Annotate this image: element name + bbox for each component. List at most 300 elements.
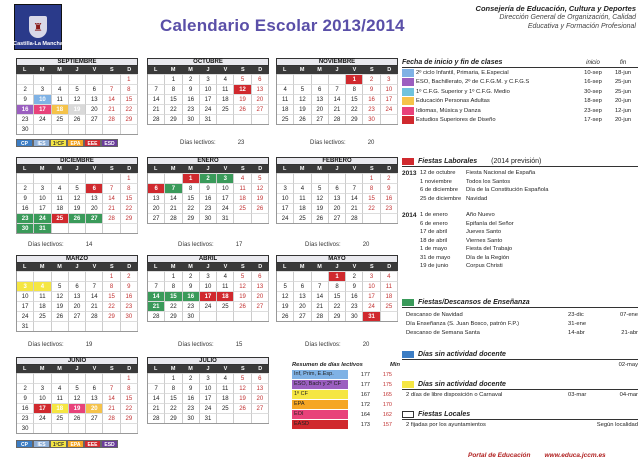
weekday-label: M <box>57 264 62 270</box>
day-cell: 15 <box>363 193 380 203</box>
inicio-swatch <box>402 97 414 105</box>
footer-url[interactable]: www.educa.jccm.es <box>544 452 606 459</box>
day-cell: 30 <box>363 114 380 124</box>
day-cell: 30 <box>346 311 363 321</box>
day-cell: 8 <box>329 281 346 291</box>
descanso-from: 23-dic <box>568 311 584 318</box>
weekday-label: S <box>110 166 114 172</box>
inicio-row <box>402 97 638 107</box>
weekday-label: M <box>317 67 322 73</box>
day-cell: 27 <box>252 301 269 311</box>
fiesta-date: 25 de diciembre <box>420 195 462 202</box>
resumen-section <box>292 362 400 430</box>
fiestas-subtitle: (2014 previsión) <box>491 158 542 165</box>
day-cell: 19 <box>234 94 251 104</box>
inicio-date: 18-sep <box>584 98 602 105</box>
day-cell: 22 <box>103 301 120 311</box>
day-cell <box>103 321 120 331</box>
descanso-row <box>402 328 638 337</box>
col-inicio: inicio <box>586 59 600 66</box>
day-cell: 5 <box>312 183 329 193</box>
day-grid <box>16 173 138 234</box>
day-cell: 5 <box>234 74 251 84</box>
day-cell <box>34 271 51 281</box>
day-cell <box>103 74 120 84</box>
day-cell: 2 <box>381 173 398 183</box>
weekday-header <box>16 263 138 271</box>
day-cell: 26 <box>234 301 251 311</box>
weekday-label: M <box>39 264 45 270</box>
day-cell <box>252 311 269 321</box>
day-cell: 28 <box>148 114 165 124</box>
day-cell: 6 <box>294 281 311 291</box>
weekday-label: L <box>283 166 287 172</box>
day-cell: 19 <box>277 301 294 311</box>
legend-chip: EPA <box>67 440 84 448</box>
day-cell: 16 <box>183 393 200 403</box>
fiestas-color <box>402 158 414 165</box>
day-cell: 9 <box>183 383 200 393</box>
day-cell: 29 <box>121 213 138 223</box>
day-cell: 3 <box>200 271 217 281</box>
day-grid <box>147 373 269 424</box>
sin2-from: 03-mar <box>568 391 587 398</box>
day-cell: 6 <box>86 383 103 393</box>
day-cell: 11 <box>217 84 234 94</box>
day-cell: 31 <box>17 321 34 331</box>
day-cell: 11 <box>217 383 234 393</box>
resumen-min: 175 <box>382 381 392 388</box>
day-cell: 27 <box>252 104 269 114</box>
weekday-label: J <box>206 264 210 270</box>
day-cell: 20 <box>86 104 103 114</box>
day-cell <box>17 74 34 84</box>
day-cell: 9 <box>381 183 398 193</box>
day-cell: 10 <box>34 393 51 403</box>
day-cell: 4 <box>217 74 234 84</box>
day-cell: 17 <box>34 403 51 413</box>
day-cell: 5 <box>234 271 251 281</box>
day-cell: 7 <box>148 281 165 291</box>
fiesta-date: 17 de abril <box>420 229 448 236</box>
day-cell: 7 <box>103 383 120 393</box>
day-cell: 22 <box>183 203 200 213</box>
resumen-value: 173 <box>360 421 370 428</box>
day-cell: 13 <box>252 84 269 94</box>
sin1-title: Días sin actividad docente <box>418 351 506 358</box>
day-cell: 29 <box>183 213 200 223</box>
weekday-label: L <box>154 67 158 73</box>
weekday-label: M <box>299 67 305 73</box>
day-cell: 2 <box>183 373 200 383</box>
day-cell: 20 <box>252 291 269 301</box>
day-cell: 14 <box>148 393 165 403</box>
day-cell: 7 <box>86 281 103 291</box>
day-cell: 16 <box>121 291 138 301</box>
day-cell: 19 <box>69 403 86 413</box>
resumen-min: 157 <box>382 421 392 428</box>
day-cell: 15 <box>121 94 138 104</box>
day-cell <box>121 321 138 331</box>
day-cell: 2 <box>200 173 217 183</box>
day-cell: 13 <box>252 383 269 393</box>
day-cell <box>86 321 103 331</box>
day-cell: 1 <box>363 173 380 183</box>
descanso-row <box>402 310 638 319</box>
day-cell: 22 <box>363 203 380 213</box>
day-cell: 23 <box>17 413 34 423</box>
day-cell: 16 <box>183 94 200 104</box>
day-cell: 2 <box>17 84 34 94</box>
month-5 <box>276 157 398 224</box>
footer-portal: Portal de Educación <box>468 452 531 459</box>
day-cell: 25 <box>52 114 69 124</box>
day-cell: 18 <box>52 104 69 114</box>
weekday-label: S <box>241 264 245 270</box>
day-cell: 21 <box>148 301 165 311</box>
day-cell: 27 <box>252 403 269 413</box>
fiesta-name: Navidad <box>466 195 488 202</box>
day-cell: 8 <box>165 281 182 291</box>
weekday-label: S <box>241 366 245 372</box>
day-cell: 3 <box>34 383 51 393</box>
day-cell: 10 <box>363 281 380 291</box>
weekday-label: M <box>188 264 193 270</box>
day-cell <box>69 173 86 183</box>
day-cell <box>312 74 329 84</box>
day-cell: 9 <box>121 281 138 291</box>
day-cell: 17 <box>34 104 51 114</box>
day-cell: 26 <box>252 203 269 213</box>
day-cell: 25 <box>52 213 69 223</box>
day-cell: 27 <box>86 213 103 223</box>
day-cell <box>86 173 103 183</box>
day-cell: 7 <box>346 183 363 193</box>
day-cell: 21 <box>103 104 120 114</box>
weekday-label: V <box>92 166 97 172</box>
day-cell: 27 <box>312 114 329 124</box>
day-cell: 30 <box>183 413 200 423</box>
day-cell: 25 <box>381 301 398 311</box>
weekday-label: S <box>370 166 374 172</box>
day-cell <box>52 423 69 433</box>
day-cell: 19 <box>312 203 329 213</box>
weekday-label: M <box>299 166 305 172</box>
month-2 <box>276 58 398 125</box>
day-cell: 24 <box>200 403 217 413</box>
day-cell: 23 <box>17 213 34 223</box>
weekday-label: L <box>283 67 287 73</box>
inicio-text: Educación Personas Adultas <box>416 98 490 105</box>
day-cell <box>329 173 346 183</box>
day-cell: 5 <box>69 383 86 393</box>
day-cell: 29 <box>346 114 363 124</box>
day-cell: 1 <box>103 271 120 281</box>
fiesta-date: 1 de mayo <box>420 246 448 253</box>
day-cell: 28 <box>312 311 329 321</box>
day-cell: 21 <box>86 301 103 311</box>
resumen-row <box>292 410 400 419</box>
day-cell: 22 <box>165 301 182 311</box>
day-cell: 21 <box>148 104 165 114</box>
day-cell: 22 <box>121 403 138 413</box>
month-3 <box>16 157 138 234</box>
day-cell: 10 <box>381 84 398 94</box>
day-cell: 18 <box>234 193 251 203</box>
day-cell: 23 <box>346 301 363 311</box>
descanso-from: 31-ene <box>568 320 587 327</box>
fiesta-name: Epifanía del Señor <box>466 220 514 227</box>
day-cell <box>234 114 251 124</box>
month-name: ABRIL <box>147 255 269 263</box>
day-cell: 21 <box>103 403 120 413</box>
day-cell: 7 <box>165 183 182 193</box>
weekday-header <box>276 165 398 173</box>
weekday-label: V <box>223 264 228 270</box>
day-cell <box>52 271 69 281</box>
crest-icon: ♜ <box>29 16 47 38</box>
day-cell: 18 <box>294 203 311 213</box>
day-cell: 23 <box>381 203 398 213</box>
day-cell: 5 <box>69 84 86 94</box>
day-cell: 6 <box>69 281 86 291</box>
day-cell <box>69 373 86 383</box>
legend-chip: CP <box>16 440 33 448</box>
day-cell <box>52 74 69 84</box>
weekday-header <box>16 66 138 74</box>
day-cell: 17 <box>217 193 234 203</box>
inicio-date: 23-sep <box>584 107 602 114</box>
day-cell <box>34 124 51 134</box>
fin-date: 12-jun <box>614 107 632 114</box>
fiesta-name: Año Nuevo <box>466 212 495 219</box>
weekday-label: J <box>335 166 339 172</box>
day-cell: 26 <box>69 114 86 124</box>
day-cell: 10 <box>17 291 34 301</box>
day-cell: 1 <box>346 74 363 84</box>
fiesta-name: Día de la Constitución Española <box>466 187 549 194</box>
weekday-label: D <box>127 67 132 73</box>
day-cell: 4 <box>381 271 398 281</box>
day-cell: 6 <box>312 84 329 94</box>
consejeria-line-2: Dirección General de Organización, Calidad <box>499 14 636 21</box>
day-cell: 12 <box>69 94 86 104</box>
inicio-row <box>402 68 638 78</box>
day-cell <box>121 223 138 233</box>
day-cell: 7 <box>103 183 120 193</box>
resumen-min: 162 <box>382 411 392 418</box>
day-cell: 12 <box>294 94 311 104</box>
weekday-label: V <box>352 264 357 270</box>
day-cell <box>86 124 103 134</box>
day-cell: 8 <box>363 183 380 193</box>
resumen-row <box>292 400 400 409</box>
day-cell: 24 <box>363 301 380 311</box>
day-cell: 16 <box>17 203 34 213</box>
descanso-section <box>402 298 638 337</box>
day-cell: 2 <box>363 74 380 84</box>
descanso-text: Descanso de Navidad <box>406 311 463 318</box>
month-4 <box>147 157 269 224</box>
day-cell: 19 <box>69 203 86 213</box>
day-cell <box>103 173 120 183</box>
day-cell <box>277 271 294 281</box>
fiesta-row <box>402 195 638 204</box>
month-name: ENERO <box>147 157 269 165</box>
weekday-label: V <box>352 166 357 172</box>
day-cell: 23 <box>363 104 380 114</box>
fiesta-name: Fiesta del Trabajo <box>466 246 513 253</box>
day-cell <box>252 413 269 423</box>
day-cell: 12 <box>234 383 251 393</box>
day-cell <box>34 423 51 433</box>
day-grid <box>16 271 138 332</box>
day-cell: 13 <box>294 291 311 301</box>
day-cell <box>148 74 165 84</box>
day-cell: 1 <box>121 173 138 183</box>
day-cell: 24 <box>34 213 51 223</box>
weekday-label: S <box>370 264 374 270</box>
day-cell: 6 <box>252 373 269 383</box>
day-cell <box>277 173 294 183</box>
weekday-label: J <box>75 67 79 73</box>
descanso-title: Fiestas/Descansos de Enseñanza <box>418 299 530 306</box>
day-cell <box>86 74 103 84</box>
day-cell: 28 <box>329 114 346 124</box>
day-cell: 30 <box>17 124 34 134</box>
day-cell: 24 <box>200 301 217 311</box>
legend-chip: 1ºCF <box>50 440 67 448</box>
day-cell: 22 <box>121 104 138 114</box>
day-cell: 20 <box>312 104 329 114</box>
legend-chip: CP <box>16 139 33 147</box>
weekday-label: M <box>39 366 45 372</box>
fiesta-row <box>402 211 638 220</box>
inicio-date: 10-sep <box>584 69 602 76</box>
day-cell: 9 <box>183 84 200 94</box>
resumen-label: EPA <box>292 400 348 409</box>
day-cell: 30 <box>17 223 34 233</box>
day-cell: 1 <box>121 74 138 84</box>
weekday-label: D <box>127 166 132 172</box>
inicio-row <box>402 106 638 116</box>
day-cell: 17 <box>200 94 217 104</box>
consejeria-line-3: Educativa y Formación Profesional <box>527 23 636 30</box>
lectivos-count: Días lectivos: 15 <box>178 342 243 348</box>
fin-date: 20-jun <box>614 98 632 105</box>
resumen-value: 177 <box>360 381 370 388</box>
day-cell: 19 <box>252 193 269 203</box>
day-cell: 21 <box>165 203 182 213</box>
day-grid <box>147 74 269 125</box>
day-cell: 8 <box>103 281 120 291</box>
day-cell: 31 <box>363 311 380 321</box>
weekday-label: L <box>154 166 158 172</box>
inicio-text: Idiomas, Música y Danza <box>416 107 481 114</box>
day-cell: 20 <box>329 203 346 213</box>
day-cell: 28 <box>148 413 165 423</box>
sin2-title: Días sin actividad docente <box>418 381 506 388</box>
weekday-label: V <box>92 264 97 270</box>
weekday-label: L <box>23 67 27 73</box>
weekday-label: D <box>258 67 263 73</box>
resumen-title: Resumen de días lectivos <box>292 362 363 368</box>
locales-section <box>402 410 638 429</box>
lectivos-count: Días lectivos: 19 <box>28 342 93 348</box>
weekday-label: J <box>206 366 210 372</box>
locales-title: Fiestas Locales <box>418 411 471 418</box>
day-cell: 14 <box>329 94 346 104</box>
day-cell: 16 <box>17 403 34 413</box>
day-cell: 2 <box>183 74 200 84</box>
month-name: DICIEMBRE <box>16 157 138 165</box>
legend-chip: EEE <box>84 139 101 147</box>
inicio-text: 1º C.F.G. Superior y 1º C.F.G. Medio <box>416 88 510 95</box>
day-cell: 10 <box>34 193 51 203</box>
weekday-label: M <box>317 264 322 270</box>
weekday-label: J <box>335 264 339 270</box>
day-cell: 19 <box>234 393 251 403</box>
resumen-min: 165 <box>382 391 392 398</box>
fiesta-date: 19 de junio <box>420 263 449 270</box>
day-cell: 7 <box>103 84 120 94</box>
day-cell: 3 <box>381 74 398 84</box>
inicio-text: Estudios Superiores de Diseño <box>416 117 496 124</box>
descanso-to: 21-abr <box>621 329 638 336</box>
day-cell: 3 <box>200 373 217 383</box>
day-cell <box>52 321 69 331</box>
consejeria-line-1: Consejería de Educación, Cultura y Deportes <box>475 4 636 13</box>
day-cell <box>277 74 294 84</box>
weekday-header <box>276 66 398 74</box>
day-cell <box>69 124 86 134</box>
day-cell: 6 <box>148 183 165 193</box>
day-cell: 25 <box>52 413 69 423</box>
day-cell: 24 <box>277 213 294 223</box>
day-cell: 11 <box>381 281 398 291</box>
resumen-label: Inf, Prim, E.Esp. <box>292 370 348 379</box>
fiesta-date: 6 de diciembre <box>420 187 459 194</box>
day-cell: 9 <box>17 94 34 104</box>
day-cell <box>312 271 329 281</box>
lectivos-count: Días lectivos: 20 <box>310 140 375 146</box>
day-cell: 16 <box>381 193 398 203</box>
day-cell: 20 <box>86 403 103 413</box>
resumen-label: 1º CF <box>292 390 348 399</box>
legend-chip: ESD <box>101 440 118 448</box>
day-cell: 10 <box>34 94 51 104</box>
day-cell: 29 <box>165 413 182 423</box>
weekday-label: D <box>258 166 263 172</box>
weekday-label: M <box>39 67 45 73</box>
day-cell: 4 <box>34 281 51 291</box>
day-cell: 19 <box>294 104 311 114</box>
day-cell <box>86 223 103 233</box>
day-cell: 30 <box>183 311 200 321</box>
day-cell <box>86 271 103 281</box>
page-title: Calendario Escolar 2013/2014 <box>160 16 405 35</box>
day-cell: 22 <box>346 104 363 114</box>
day-cell: 11 <box>52 94 69 104</box>
weekday-label: D <box>387 67 392 73</box>
weekday-label: V <box>223 67 228 73</box>
weekday-label: D <box>127 366 132 372</box>
weekday-label: S <box>241 166 245 172</box>
descanso-row <box>402 319 638 328</box>
day-cell: 21 <box>329 104 346 114</box>
resumen-min: 170 <box>382 401 392 408</box>
day-cell <box>52 124 69 134</box>
